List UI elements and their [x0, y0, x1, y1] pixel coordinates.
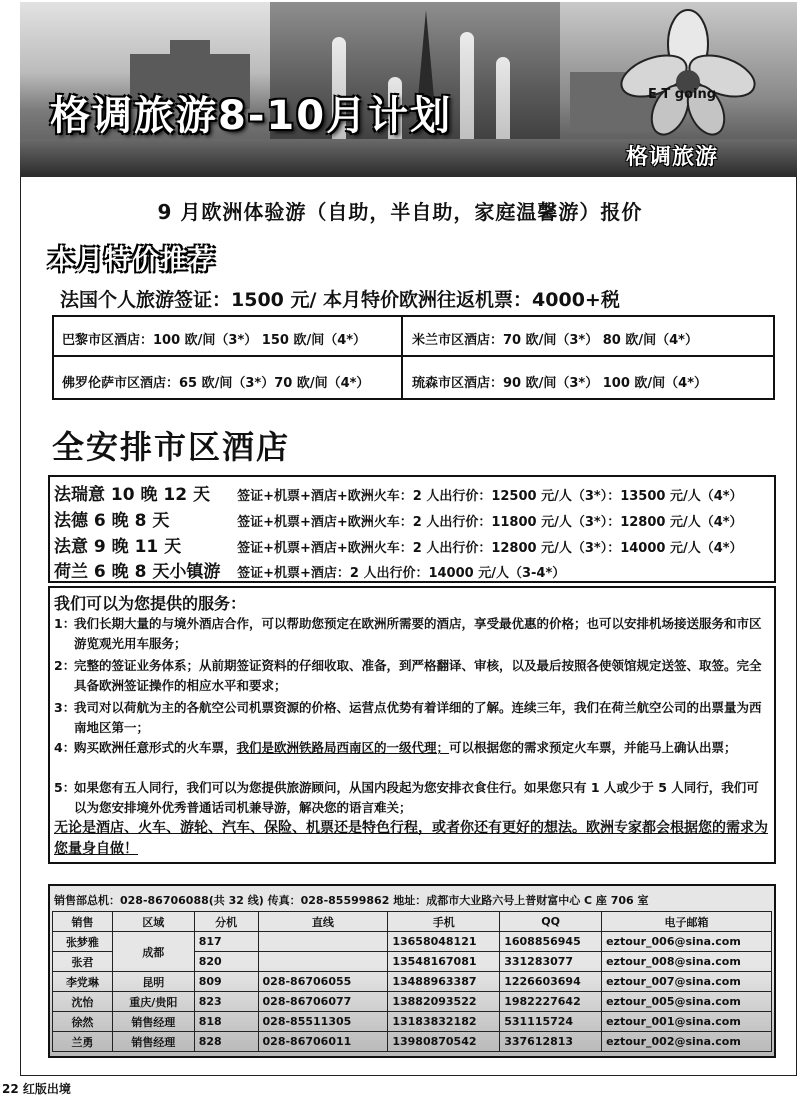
hotel-lucerne: 琉森市区酒店：90 欧/间（3*） 100 欧/间（4*）: [412, 376, 707, 391]
contact-table: [52, 911, 772, 1052]
col-header: QQ: [500, 912, 602, 932]
hotel-price-box: [52, 315, 775, 400]
special-heading: 本月特价推荐: [48, 245, 216, 276]
hotel-paris: 巴黎市区酒店：100 欧/间（3*） 150 欧/间（4*）: [62, 333, 367, 348]
tour-list: [48, 475, 776, 583]
contact-box: [48, 884, 776, 1058]
page-title: 格调旅游8-10月计划: [50, 93, 453, 139]
services-title: 我们可以为您提供的服务：: [54, 594, 247, 613]
service-item: 5： 如果您有五人同行，我们可以为您提供旅游顾问，从国内段起为您安排衣食住行。如果您只有 1 人或少于 5 人同行，我们可以为您安排境外优秀普通话司机兼导游，解决您的语言难关；: [54, 780, 759, 815]
col-header: 分机: [194, 912, 258, 932]
col-header: 直线: [258, 912, 388, 932]
tour-price: 签证+机票+酒店+欧洲火车：2 人出行价：12800 元/人（3*）：14000 元/人（4*）: [237, 541, 743, 556]
tour-name: 荷兰 6 晚 8 天小镇游: [54, 562, 221, 582]
tour-price: 签证+机票+酒店+欧洲火车：2 人出行价：11800 元/人（3*）：12800 元/人（4*）: [237, 515, 743, 530]
table-row: 张君 820 13548167081 331283077 eztour_008@sina.com: [53, 952, 772, 972]
visa-line: 法国个人旅游签证：1500 元/ 本月特价欧洲往返机票：4000+税: [60, 289, 620, 311]
hotel-florence: 佛罗伦萨市区酒店：65 欧/间（3*）70 欧/间（4*）: [62, 376, 370, 391]
col-header: 电子邮箱: [602, 912, 772, 932]
email-cell: eztour_007@sina.com: [602, 972, 772, 992]
orchid-logo-icon: [618, 6, 758, 146]
service-item: 1： 我们长期大量的与境外酒店合作，可以帮助您预定在欧洲所需要的酒店，享受最优惠的价格；也可以安排机场接送服务和市区游览观光用车服务；: [54, 616, 762, 651]
email-cell: eztour_005@sina.com: [602, 992, 772, 1012]
col-header: 销售: [53, 912, 113, 932]
tour-item: [54, 532, 743, 556]
email-cell: eztour_008@sina.com: [602, 952, 772, 972]
col-header: 手机: [388, 912, 500, 932]
tour-item: [54, 557, 565, 581]
hotel-milan: 米兰市区酒店：70 欧/间（3*） 80 欧/间（4*）: [412, 333, 698, 348]
tour-name: 法意 9 晚 11 天: [54, 537, 182, 557]
service-item: 3： 我司对以荷航为主的各航空公司机票资源的价格、运营点优势有着详细的了解。连续三年，我们在荷兰航空公司的出票量为西南地区第一；: [54, 700, 762, 735]
table-row: 李党琳 昆明 809 028-86706055 13488963387 1226603694 eztour_007@sina.com: [53, 972, 772, 992]
email-cell: eztour_002@sina.com: [602, 1032, 772, 1052]
contact-info: 销售部总机：028-86706088(共 32 线) 传真：028-85599862 地址：成都市大业路六号上普财富中心 C 座 706 室: [54, 894, 649, 907]
table-row: 沈怡 重庆/贵阳 823 028-86706077 13882093522 1982227642 eztour_005@sina.com: [53, 992, 772, 1012]
page-footer: 22 红版出境: [2, 1082, 71, 1096]
tour-name: 法德 6 晚 8 天: [54, 511, 170, 531]
logo-mark: E T going: [648, 87, 717, 102]
tour-price: 签证+机票+酒店：2 人出行价：14000 元/人（3-4*）: [237, 566, 566, 581]
email-cell: eztour_006@sina.com: [602, 932, 772, 952]
tour-item: [54, 506, 743, 530]
full-arrangement-heading: 全安排市区酒店: [52, 428, 291, 466]
logo-text: 格调旅游: [626, 145, 719, 170]
tour-price: 签证+机票+酒店+欧洲火车：2 人出行价：12500 元/人（3*）：13500 元/人（4*）: [237, 489, 743, 504]
table-row: 张梦雅 成都 817 13658048121 1608856945 eztour_006@sina.com: [53, 932, 772, 952]
services-box: [48, 586, 776, 864]
email-cell: eztour_001@sina.com: [602, 1012, 772, 1032]
service-item: 4： 购买欧洲任意形式的火车票，我们是欧洲铁路局西南区的一级代理；可以根据您的需求预定火车票，并能马上确认出票；: [54, 740, 737, 755]
col-header: 区域: [112, 912, 194, 932]
table-header-row: [53, 912, 772, 932]
tour-name: 法瑞意 10 晚 12 天: [54, 485, 210, 505]
region-cell: 成都: [112, 932, 194, 972]
services-closing: 无论是酒店、火车、游轮、汽车、保险、机票还是特色行程，或者你还有更好的想法。欧洲专家都会根据您的需求为您量身自做！: [54, 820, 768, 857]
table-row: 兰勇 销售经理 828 028-86706011 13980870542 337612813 eztour_002@sina.com: [53, 1032, 772, 1052]
service-item: 2： 完整的签证业务体系；从前期签证资料的仔细收取、准备，到严格翻译、审核，以及最后按照各使领馆规定送签、取签。完全具备欧洲签证操作的相应水平和要求；: [54, 658, 762, 693]
subtitle: 9 月欧洲体验游（自助，半自助，家庭温馨游）报价: [157, 200, 643, 224]
table-row: 徐然 销售经理 818 028-85511305 13183832182 531115724 eztour_001@sina.com: [53, 1012, 772, 1032]
tour-item: [54, 480, 743, 504]
